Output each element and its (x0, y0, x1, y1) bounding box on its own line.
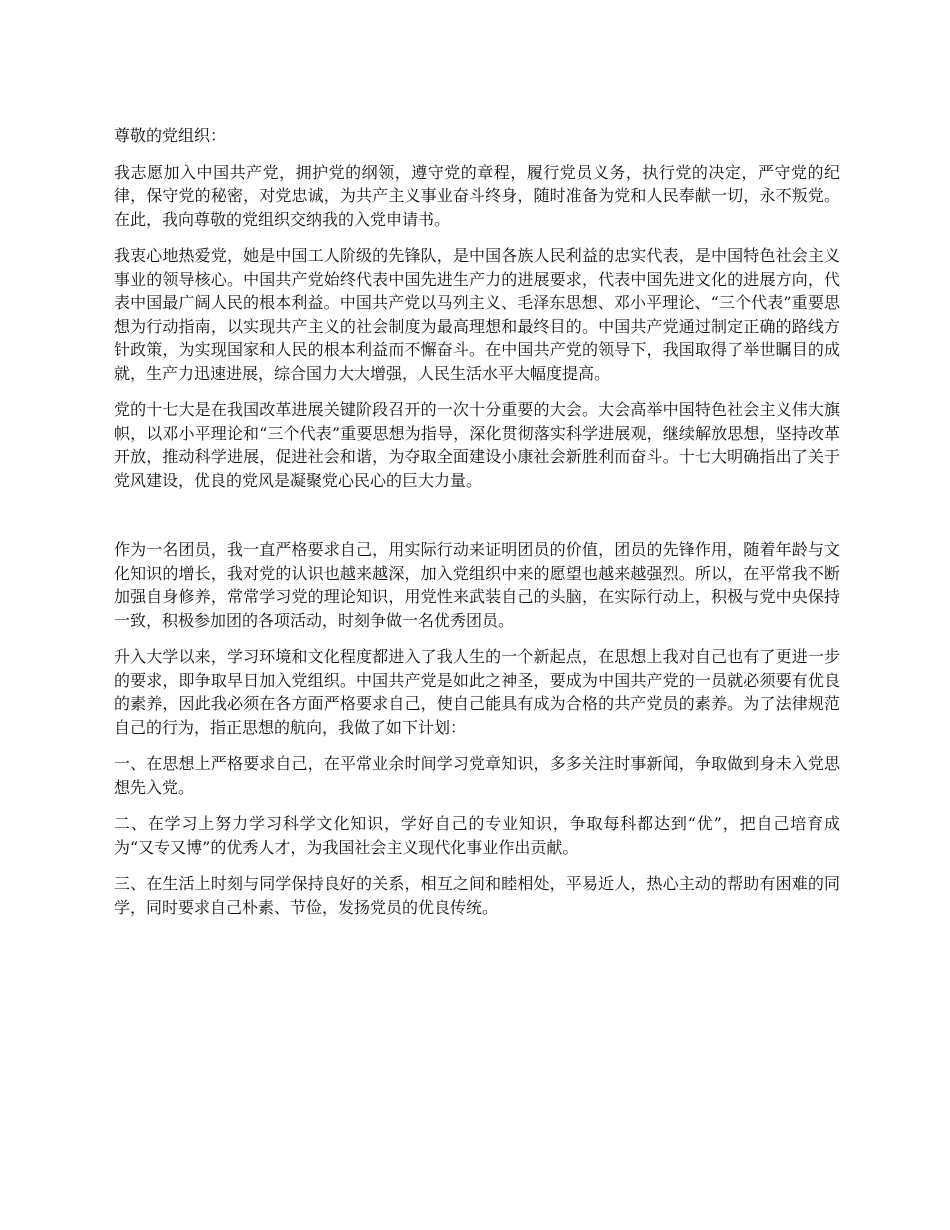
section-gap (114, 505, 840, 538)
paragraph-university: 升入大学以来，学习环境和文化程度都进入了我人生的一个新起点，在思想上我对自己也有了更进一步的要求，即争取早日加入党组织。中国共产党是如此之神圣，要成为中国共产党的一员就必须要有优良的素养，因此我必须在各方面严格要求自己，使自己能具有成为合格的共产党员的素养。为了法律规范自己的行为，指正思想的航向，我做了如下计划： (114, 647, 840, 737)
paragraph-17th-congress: 党的十七大是在我国改革进展关键阶段召开的一次十分重要的大会。大会高举中国特色社会主义伟大旗帜，以邓小平理论和“三个代表”重要思想为指导，深化贯彻落实科学进展观，继续解放思想，坚持改革开放，推动科学进展，促进社会和谐，为夺取全面建设小康社会新胜利而奋斗。十七大明确指出了关于党风建设，优良的党风是凝聚党心民心的巨大力量。 (114, 400, 840, 490)
paragraph-love-party: 我衷心地热爱党，她是中国工人阶级的先锋队，是中国各族人民利益的忠实代表，是中国特色社会主义事业的领导核心。中国共产党始终代表中国先进生产力的进展要求，代表中国先进文化的进展方向，代表中国最广阔人民的根本利益。中国共产党以马列主义、毛泽东思想、邓小平理论、“三个代表”重要思想为行动指南，以实现共产主义的社会制度为最高理想和最终目的。中国共产党通过制定正确的路线方针政策，为实现国家和人民的根本利益而不懈奋斗。在中国共产党的领导下，我国取得了举世瞩目的成就，生产力迅速进展，综合国力大大增强，人民生活水平大幅度提高。 (114, 246, 840, 383)
plan-item-2: 二、在学习上努力学习科学文化知识，学好自己的专业知识，争取每科都达到“优”，把自己培育成为“又专又博”的优秀人才，为我国社会主义现代化事业作出贡献。 (114, 814, 840, 857)
paragraph-league-member: 作为一名团员，我一直严格要求自己，用实际行动来证明团员的价值，团员的先锋作用，随着年龄与文化知识的增长，我对党的认识也越来越深，加入党组织中来的愿望也越来越强烈。所以，在平常我不断加强自身修养，常常学习党的理论知识，用党性来武装自己的头脑，在实际行动上，积极与党中央保持一致，积极参加团的各项活动，时刻争做一名优秀团员。 (114, 540, 840, 630)
greeting: 尊敬的党组织： (114, 126, 227, 145)
plan-item-3: 三、在生活上时刻与同学保持良好的关系，相互之间和睦相处，平易近人，热心主动的帮助有困难的同学，同时要求自己朴素、节俭，发扬党员的优良传统。 (114, 874, 840, 917)
document-body (114, 124, 840, 932)
plan-item-1: 一、在思想上严格要求自己，在平常业余时间学习党章知识，多多关注时事新闻，争取做到身未入党思想先入党。 (114, 754, 840, 797)
paragraph-pledge: 我志愿加入中国共产党，拥护党的纲领，遵守党的章程，履行党员义务，执行党的决定，严守党的纪律，保守党的秘密，对党忠诚，为共产主义事业奋斗终身，随时准备为党和人民奉献一切，永不叛党。在此，我向尊敬的党组织交纳我的入党申请书。 (114, 162, 840, 229)
